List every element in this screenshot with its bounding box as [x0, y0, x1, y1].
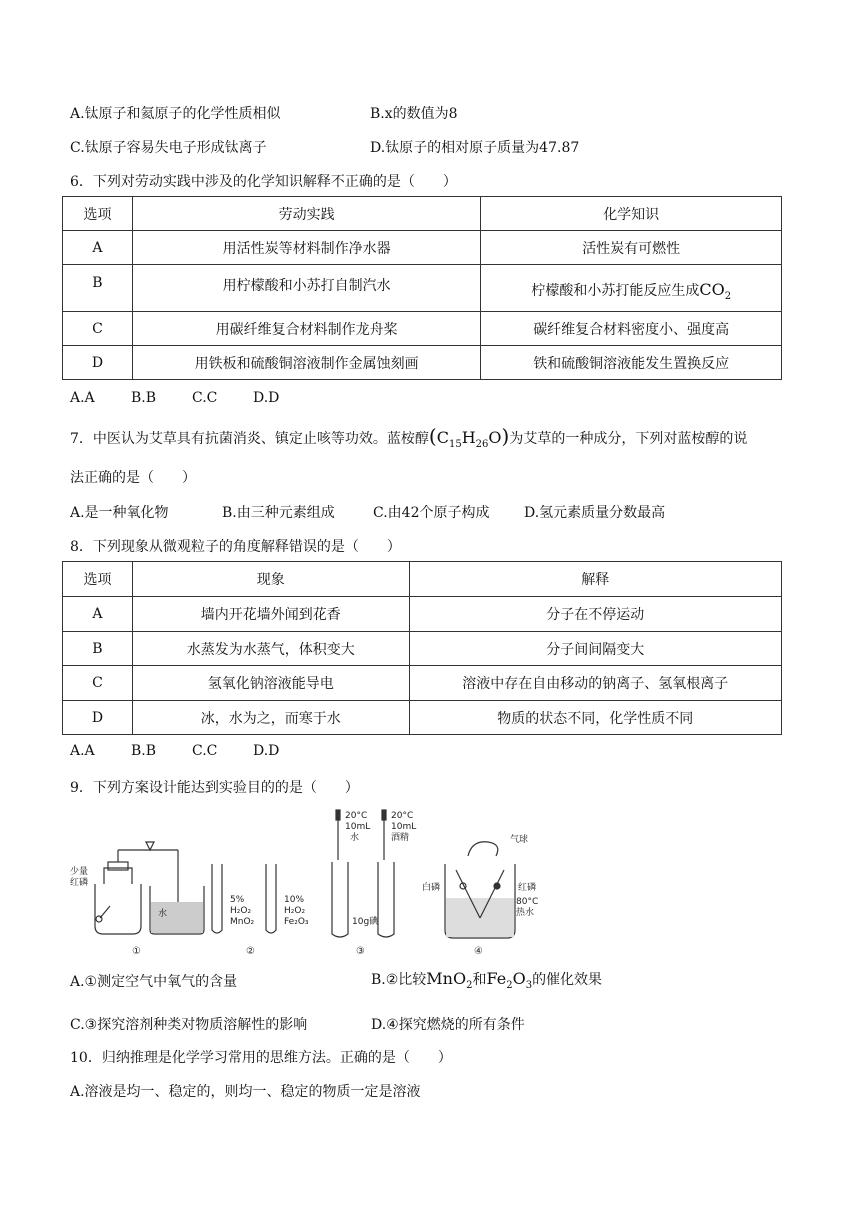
label-10pct: 10% [284, 895, 305, 905]
q8-answer-d: D.D [253, 743, 280, 759]
fe-main: Fe [486, 969, 507, 988]
label-iodine: 10g碘 [352, 917, 379, 927]
apparatus-4 [422, 833, 538, 957]
q8-table-header [63, 562, 782, 597]
table-row [63, 265, 782, 312]
q9-b-and: 和 [472, 972, 487, 988]
q5-option-a: A.钛原子和氦原子的化学性质相似 [70, 106, 281, 122]
q6-answer-c: C.C [192, 390, 218, 406]
label-red-phosphorus-1: 红磷 [70, 878, 89, 888]
co2-formula [699, 279, 732, 303]
q6-table-header [63, 197, 782, 231]
q8-cell: A [63, 597, 133, 632]
co2-sub: 2 [724, 291, 732, 303]
q8-cell: 氢氧化钠溶液能导电 [132, 666, 409, 701]
q7-formula [436, 428, 502, 451]
apparatus-2 [212, 864, 309, 957]
q6-cell: A [63, 231, 133, 265]
label-80c: 80°C [516, 897, 539, 907]
apparatus-3 [332, 810, 416, 957]
q8-table [62, 561, 782, 735]
q7-stem-line1 [70, 424, 747, 450]
q7-stem-end: 为艾草的一种成分，下列对蓝桉醇的说 [509, 431, 748, 447]
q10-option-a: A.溶液是均一、稳定的，则均一、稳定的物质一定是溶液 [70, 1084, 421, 1100]
q9-stem: 9．下列方案设计能达到实验目的的是（ ） [70, 780, 359, 796]
label-5pct: 5% [230, 895, 245, 905]
q8-header-option: 选项 [63, 562, 133, 597]
q8-cell: B [63, 632, 133, 666]
flask-1 [95, 884, 141, 934]
q6-cell: D [63, 346, 133, 380]
test-tube-1 [212, 864, 222, 933]
label-apparatus-3: ③ [356, 946, 365, 957]
label-apparatus-4: ④ [474, 946, 483, 957]
dropper-bulb-1 [336, 810, 340, 820]
table-row [63, 632, 782, 666]
q5-option-d: D.钛原子的相对原子质量为47.87 [370, 140, 580, 156]
label-20c-1: 20°C [345, 811, 368, 821]
label-10ml-1: 10mL [345, 822, 371, 832]
q9-option-d: D.④探究燃烧的所有条件 [371, 1017, 525, 1033]
formula-h-sub: 26 [475, 439, 489, 451]
o-sub: 3 [525, 980, 533, 992]
q8-header-explanation: 解释 [409, 562, 781, 597]
q8-cell: 溶液中存在自由移动的钠离子、氢氧根离子 [409, 666, 781, 701]
test-tube-4 [378, 862, 394, 937]
label-apparatus-2: ② [246, 946, 255, 957]
q8-cell: 分子在不停运动 [409, 597, 781, 632]
q8-answer-b: B.B [131, 743, 157, 759]
co2-main: CO [699, 279, 725, 299]
formula-c-sub: 15 [448, 439, 462, 451]
q6-cell: 用活性炭等材料制作净水器 [132, 231, 480, 265]
label-water-2: 水 [350, 833, 360, 843]
q8-cell: D [63, 701, 133, 735]
formula-h: H [461, 428, 476, 447]
q9-option-a: A.①测定空气中氧气的含量 [70, 974, 238, 990]
q9-b-suffix: 的催化效果 [532, 972, 603, 988]
q6-answer-d: D.D [253, 390, 280, 406]
q7-option-b: B.由三种元素组成 [222, 505, 335, 521]
fe2o3-formula [486, 969, 533, 992]
q8-cell: 水蒸发为水蒸气，体积变大 [132, 632, 409, 666]
mno2-main: MnO [426, 969, 467, 988]
q8-stem: 8．下列现象从微观粒子的角度解释错误的是（ ） [70, 539, 401, 555]
fe-sub: 2 [506, 980, 513, 992]
q8-answer-a: A.A [70, 743, 95, 759]
table-row [63, 231, 782, 265]
q8-cell: 分子间间隔变大 [409, 632, 781, 666]
q6-cell: 用铁板和硫酸铜溶液制作金属蚀刻画 [132, 346, 480, 380]
q7-paren-close: ) [501, 424, 510, 448]
q8-header-phenomenon: 现象 [132, 562, 409, 597]
o-main: O [512, 969, 526, 988]
q7-stem-start: 7．中医认为艾草具有抗菌消炎、镇定止咳等功效。蓝桉醇 [70, 431, 429, 447]
q6-cell: B [63, 265, 133, 312]
q8-cell: 墙内开花墙外闻到花香 [132, 597, 409, 632]
q6-header-practice: 劳动实践 [132, 197, 480, 231]
q6-cell: C [63, 312, 133, 346]
q6-cell: 铁和硫酸铜溶液能发生置换反应 [481, 346, 782, 380]
formula-c: C [436, 428, 449, 447]
q6-cell: 活性炭有可燃性 [481, 231, 782, 265]
q6-table [62, 196, 782, 380]
label-water: 水 [158, 909, 168, 919]
label-small-amount: 少量 [70, 867, 89, 877]
dropper-bulb-2 [382, 810, 386, 820]
label-10ml-2: 10mL [391, 822, 417, 832]
label-mno2: MnO₂ [230, 917, 255, 927]
q9-option-c: C.③探究溶剂种类对物质溶解性的影响 [70, 1017, 308, 1033]
q7-option-c: C.由42个原子构成 [373, 505, 490, 521]
q7-option-d: D.氢元素质量分数最高 [524, 505, 666, 521]
spoon [100, 906, 110, 918]
formula-o: O [488, 428, 502, 447]
q10-stem: 10．归纳推理是化学学习常用的思维方法。正确的是（ ） [70, 1050, 452, 1066]
q6-cell: 用柠檬酸和小苏打自制汽水 [132, 265, 480, 312]
q9-b-prefix: B.②比较 [371, 972, 427, 988]
mno2-sub: 2 [466, 980, 473, 992]
q6-stem: 6．下列对劳动实践中涉及的化学知识解释不正确的是（ ） [70, 174, 457, 190]
q6-answer-a: A.A [70, 390, 95, 406]
table-row [63, 312, 782, 346]
label-alcohol: 酒精 [391, 833, 410, 843]
table-row [63, 666, 782, 701]
test-tube-3 [332, 862, 348, 937]
label-fe2o3: Fe₂O₃ [284, 917, 309, 927]
q5-option-c: C.钛原子容易失电子形成钛离子 [70, 140, 267, 156]
q6-header-knowledge: 化学知识 [481, 197, 782, 231]
q9-apparatus-figure [70, 806, 540, 960]
q6-answer-b: B.B [131, 390, 157, 406]
label-apparatus-1: ① [132, 946, 141, 957]
label-red-phosphorus-2: 红磷 [518, 883, 537, 893]
q8-cell: 物质的状态不同，化学性质不同 [409, 701, 781, 735]
q7-option-a: A.是一种氧化物 [70, 505, 169, 521]
q6-cell: 用碳纤维复合材料制作龙舟桨 [132, 312, 480, 346]
clamp-icon [146, 842, 154, 850]
q6-cell [481, 265, 782, 312]
table-row [63, 346, 782, 380]
balloon-icon [468, 842, 498, 856]
q8-cell: 冰，水为之，而寒于水 [132, 701, 409, 735]
apparatus-1 [70, 842, 204, 957]
red-phosphorus-dot [494, 883, 500, 889]
q6-cell-text: 柠檬酸和小苏打能反应生成 [531, 282, 700, 299]
q7-paren-open: ( [428, 424, 437, 448]
table-row [63, 597, 782, 632]
q6-header-option: 选项 [63, 197, 133, 231]
spoon-tip [96, 916, 102, 922]
q7-stem-line2: 法正确的是（ ） [70, 470, 196, 486]
label-white-phosphorus: 白磷 [422, 883, 441, 893]
label-20c-2: 20°C [391, 811, 414, 821]
label-balloon: 气球 [510, 835, 529, 845]
test-tube-2 [266, 864, 276, 933]
q6-cell: 碳纤维复合材料密度小、强度高 [481, 312, 782, 346]
q8-cell: C [63, 666, 133, 701]
q5-option-b: B.x的数值为8 [370, 106, 458, 122]
q8-answer-c: C.C [192, 743, 218, 759]
label-h2o2-1: H₂O₂ [230, 906, 252, 916]
stopper-1 [108, 862, 128, 870]
mno2-formula [426, 969, 473, 992]
label-hot-water: 热水 [516, 908, 535, 918]
table-row [63, 701, 782, 735]
q9-option-b [371, 969, 602, 991]
label-h2o2-2: H₂O₂ [284, 906, 306, 916]
